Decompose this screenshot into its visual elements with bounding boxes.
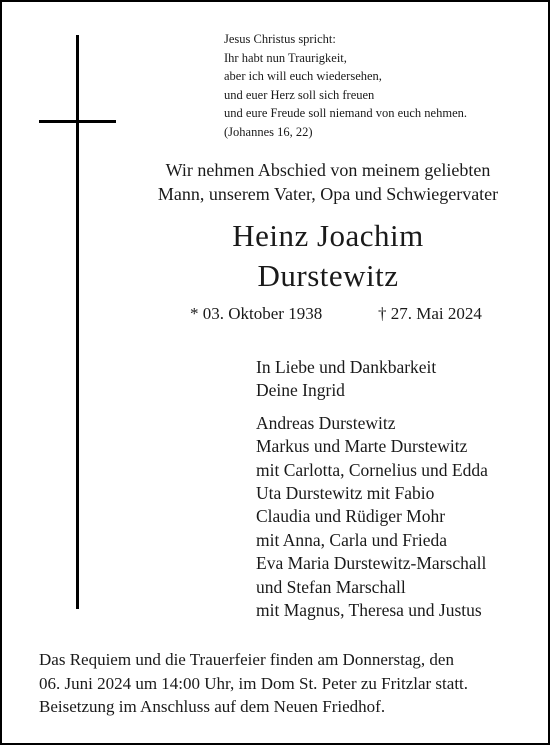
mourner-line: mit Anna, Carla und Frieda — [256, 529, 448, 550]
deceased-last-name: Durstewitz — [257, 258, 399, 293]
bible-verse-line: Jesus Christus spricht: — [224, 32, 336, 46]
spacer — [256, 403, 488, 412]
mourners-opening-line: In Liebe und Dankbarkeit — [256, 357, 437, 377]
mourner-line: Markus und Marte Durstewitz — [256, 436, 468, 457]
deceased-first-names: Heinz Joachim — [232, 218, 424, 253]
bible-verse-reference: (Johannes 16, 22) — [224, 124, 313, 139]
mourner-line: Andreas Durstewitz — [256, 412, 396, 433]
bible-verse-line: und euer Herz soll sich freuen — [224, 87, 375, 102]
birth-date: * 03. Oktober 1938 — [190, 304, 323, 323]
farewell-intro-line: Mann, unserem Vater, Opa und Schwiegervater — [157, 184, 499, 204]
bible-verse — [224, 30, 467, 142]
mourner-line: Claudia und Rüdiger Mohr — [256, 506, 446, 527]
mourner-line: und Stefan Marschall — [256, 576, 406, 597]
mourner-line: Eva Maria Durstewitz-Marschall — [256, 553, 487, 574]
death-date: † 27. Mai 2024 — [378, 304, 482, 323]
farewell-intro — [2, 158, 550, 206]
mourner-line: mit Carlotta, Cornelius und Edda — [256, 459, 488, 480]
mourner-line: Uta Durstewitz mit Fabio — [256, 483, 435, 504]
funeral-notice-line: Beisetzung im Anschluss auf dem Neuen Friedhof. — [39, 697, 386, 716]
cross-icon-crossbar — [39, 120, 116, 123]
funeral-notice — [39, 648, 468, 719]
mourners-list — [256, 356, 488, 622]
bible-verse-line: aber ich will euch wiedersehen, — [224, 69, 382, 84]
mourners-opening-line: Deine Ingrid — [256, 380, 345, 401]
mourner-line: mit Magnus, Theresa und Justus — [256, 600, 482, 621]
funeral-notice-line: Das Requiem und die Trauerfeier finden am Donnerstag, den — [39, 650, 454, 669]
bible-verse-line: und eure Freude soll niemand von euch nehmen. — [224, 106, 467, 121]
deceased-name — [2, 216, 550, 296]
farewell-intro-line: Wir nehmen Abschied von meinem geliebten — [165, 160, 491, 180]
bible-verse-line: Ihr habt nun Traurigkeit, — [224, 50, 347, 65]
funeral-notice-line: 06. Juni 2024 um 14:00 Uhr, im Dom St. Peter zu Fritzlar statt. — [39, 673, 469, 693]
